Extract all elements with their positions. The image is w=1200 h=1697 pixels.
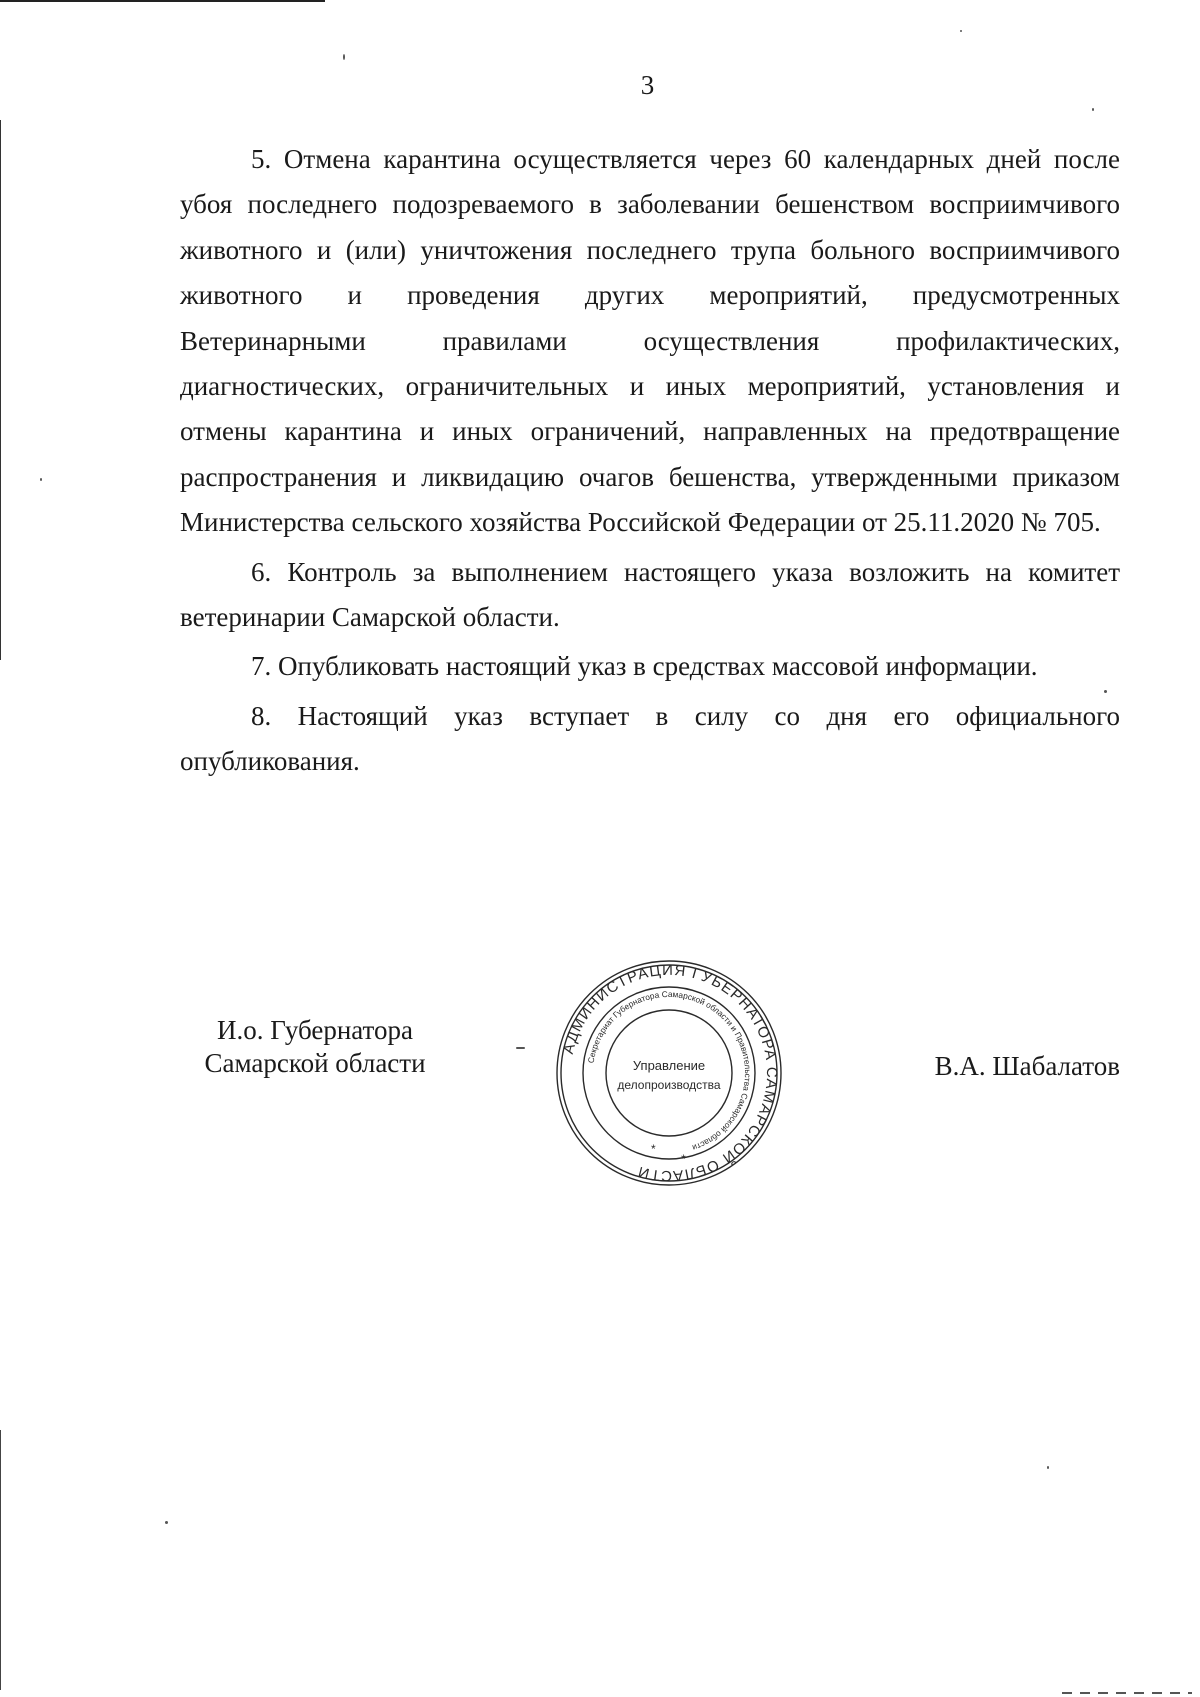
scan-speck bbox=[343, 54, 345, 60]
left-scan-edge-lower bbox=[0, 1430, 1, 1690]
scan-speck bbox=[1092, 108, 1094, 111]
official-stamp bbox=[553, 957, 785, 1189]
paragraph-6: 6. Контроль за выполнением настоящего указа возложить на комитет ветеринарии Самарской области. bbox=[180, 556, 1120, 633]
stamp-center-line1: Управление bbox=[632, 1058, 706, 1073]
signer-title-line1: И.о. Губернатора bbox=[216, 1015, 413, 1045]
scan-speck bbox=[1047, 1466, 1049, 1469]
stamp-center-line2: делопроизводства bbox=[617, 1078, 721, 1092]
stamp-middle-ring bbox=[583, 987, 755, 1159]
bottom-scan-marks bbox=[1062, 1692, 1192, 1694]
signature-dash bbox=[516, 1047, 525, 1049]
signer-name: В.А. Шабалатов bbox=[934, 1051, 1120, 1081]
scan-speck bbox=[165, 1521, 168, 1524]
document-body bbox=[180, 137, 1120, 785]
scan-speck bbox=[40, 478, 42, 481]
stamp-star-left: * bbox=[651, 1142, 656, 1156]
stamp-inner-text: Секретариат Губернатора Самарской области и Правительства Самарской области bbox=[585, 988, 754, 1154]
stamp-star-right: * bbox=[681, 1152, 686, 1166]
paragraph-5: 5. Отмена карантина осуществляется через 60 календарных дней после убоя последнего подозреваемого в заболевании бешенством восприимчивого животного и (или) уничтожения последнего трупа больного восприимчивого животного и проведения других мероприятий, предусмотренных Ветеринарными правилами осуществления профилактических, диагностических, ограничительных и иных мероприятий, установления и отмены карантина и иных ограничений, направленных на предотвращение распространения и ликвидацию очагов бешенства, утвержденными приказом Министерства сельского хозяйства Российской Федерации от 25.11.2020 № 705. bbox=[180, 144, 1120, 538]
paragraph-8: 8. Настоящий указ вступает в силу со дня его официального опубликования. bbox=[180, 700, 1120, 777]
page-number: 3 bbox=[640, 70, 655, 100]
top-scan-rule bbox=[0, 0, 325, 2]
paragraph-7: 7. Опубликовать настоящий указ в средствах массовой информации. bbox=[251, 651, 1038, 682]
scan-speck bbox=[960, 30, 962, 32]
left-scan-edge bbox=[0, 120, 1, 660]
stamp-inner-ring bbox=[606, 1010, 732, 1136]
signer-title bbox=[185, 1014, 445, 1080]
signer-title-line2: Самарской области bbox=[204, 1048, 426, 1078]
stamp-outer-text: АДМИНИСТРАЦИЯ ГУБЕРНАТОРА САМАРСКОЙ ОБЛАСТИ bbox=[559, 961, 781, 1185]
